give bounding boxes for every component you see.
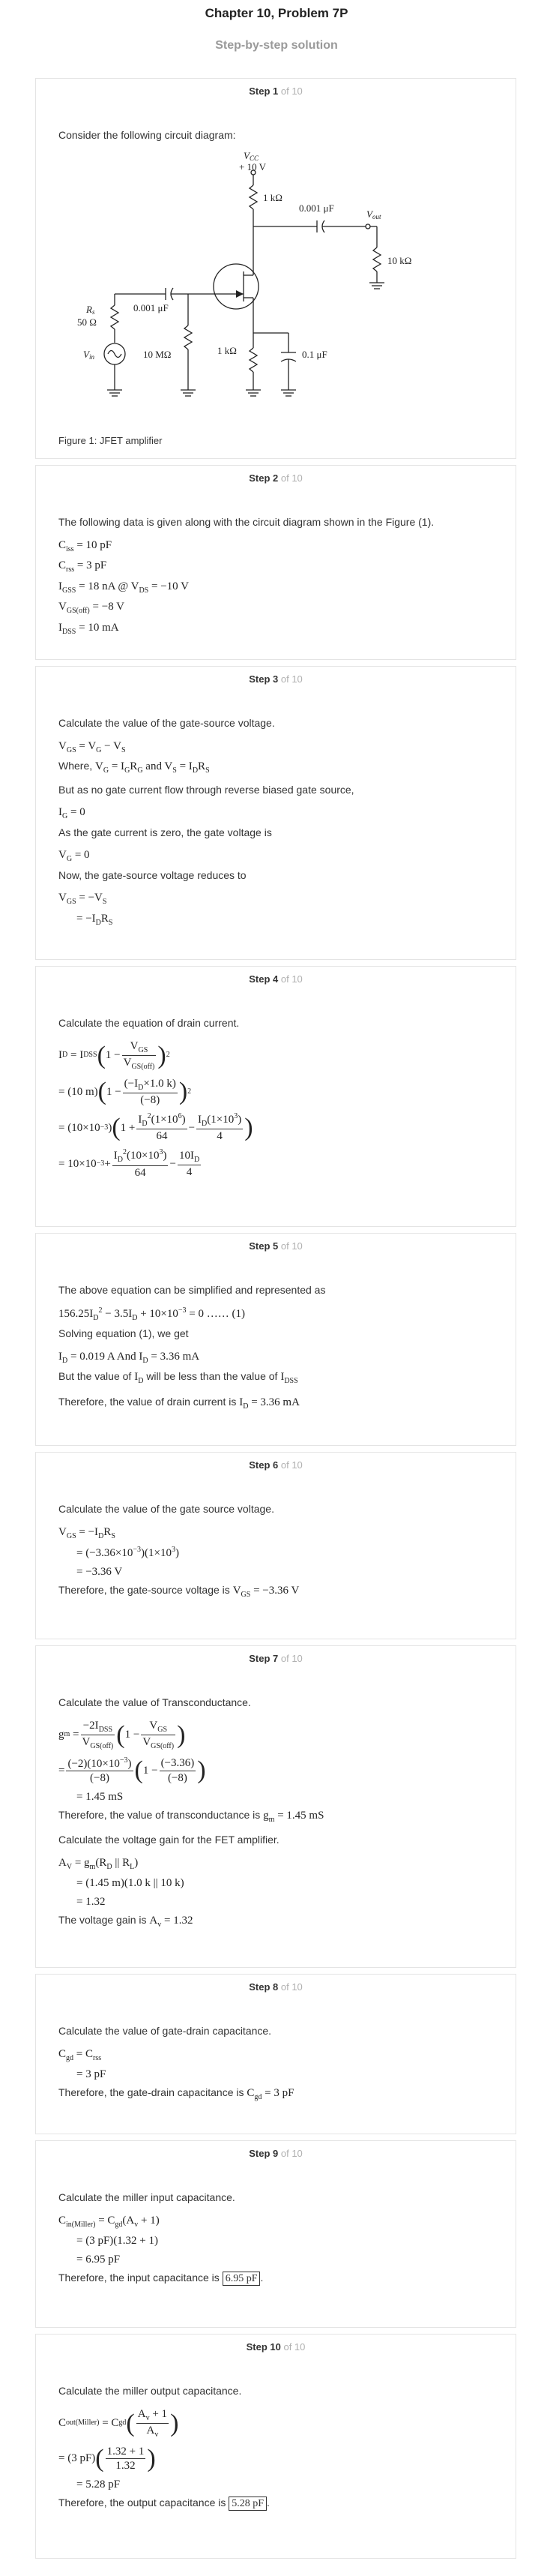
step-text: Therefore, the gate-source voltage is $V_{GS} = -3.36$ V bbox=[58, 1583, 300, 1599]
step-header: Step 3 of 10 bbox=[249, 673, 303, 685]
rl-value: 10 kΩ bbox=[387, 254, 412, 266]
step-header: Step 10 of 10 bbox=[246, 2341, 306, 2353]
jfet-amplifier-circuit-diagram bbox=[70, 151, 414, 429]
page-title: Chapter 10, Problem 7P bbox=[205, 6, 348, 20]
cs-value: 0.1 μF bbox=[302, 348, 327, 360]
equation: = $-I_DR_S$ bbox=[76, 912, 113, 927]
step-header: Step 5 of 10 bbox=[249, 1240, 303, 1252]
step-card-1 bbox=[35, 78, 516, 459]
equation: I D = I DSS ( 1 − $\frac{V_{GS}}{V_{GS(off)}}$ ) 2 bbox=[58, 1039, 170, 1071]
step-header: Step 6 of 10 bbox=[249, 1459, 303, 1471]
step-text: Calculate the value of the gate-source voltage. bbox=[58, 717, 275, 729]
step-text: Therefore, the value of transconductance is $g_m = 1.45$ mS bbox=[58, 1808, 324, 1824]
step-header: Step 4 of 10 bbox=[249, 973, 303, 985]
equation: = −3.36 V bbox=[76, 1565, 123, 1578]
step-header: Step 8 of 10 bbox=[249, 1981, 303, 1993]
rsrc-value: 1 kΩ bbox=[217, 344, 237, 356]
equation: g m = $\frac{-2I_{DSS}}{V_{GS(off)}}$ ( 1 − $\frac{V_{GS}}{V_{GS(off)}}$ ) bbox=[58, 1719, 186, 1750]
equation: $V_G = 0$ bbox=[58, 849, 90, 863]
step-text: The voltage gain is $A_v = 1.32$ bbox=[58, 1913, 193, 1929]
equation: $V_{GS} = -I_DR_S$ bbox=[58, 1525, 115, 1540]
step-text: Calculate the voltage gain for the FET amplifier. bbox=[58, 1834, 279, 1846]
equation: = 6.95 pF bbox=[76, 2253, 121, 2266]
step-card-8 bbox=[35, 1974, 516, 2134]
equation: = 1.32 bbox=[76, 1896, 106, 1908]
equation: $V_{GS} = -V_S$ bbox=[58, 892, 107, 906]
equation: = (3 pF) ( $\frac{1.32 + 1}{1.32}$ ) bbox=[58, 2444, 156, 2473]
step-card-5 bbox=[35, 1233, 516, 1446]
figure-caption: Figure 1: JFET amplifier bbox=[58, 434, 163, 446]
step-text: As the gate current is zero, the gate voltage is bbox=[58, 826, 272, 838]
given-value: $C_{rss} = 3$ pF bbox=[58, 559, 107, 574]
vin-label: Vin bbox=[83, 348, 94, 361]
given-value: $I_{GSS} = 18$ nA @ $V_{DS} = -10$ V bbox=[58, 580, 189, 595]
step-text: Calculate the value of gate-drain capacitance. bbox=[58, 2025, 272, 2037]
equation: = (10×10 −3 ) ( 1 + $\frac{I_D^2(1\times 10^6)}{64}$ − $\frac{I_D(1\times 10^3)}{4}$ ) bbox=[58, 1111, 253, 1143]
cin-value: 0.001 μF bbox=[133, 301, 169, 313]
step-text: Where, $V_G = I_GR_G$ and $V_S = I_DR_S$ bbox=[58, 760, 210, 775]
cout-value: 0.001 μF bbox=[299, 202, 334, 214]
step-card-9 bbox=[35, 2140, 516, 2328]
equation: $C_{in(Miller)} = C_{gd}(A_v + 1)$ bbox=[58, 2214, 160, 2229]
equation: = 10×10 −3 + $\frac{I_D^2(10\times 10^3)}{64}$ − $\frac{10I_D}{4}$ bbox=[58, 1148, 200, 1179]
step-text: Calculate the equation of drain current. bbox=[58, 1017, 240, 1029]
page-subtitle: Step-by-step solution bbox=[215, 39, 338, 52]
rd-value: 1 kΩ bbox=[263, 191, 282, 203]
step-text: Therefore, the input capacitance is 6.95 pF . bbox=[58, 2271, 264, 2284]
step-text: Now, the gate-source voltage reduces to bbox=[58, 868, 247, 881]
given-value: $I_{DSS} = 10$ mA bbox=[58, 621, 119, 636]
vcc-label: VCC bbox=[244, 151, 259, 162]
rg-value: 10 MΩ bbox=[143, 348, 172, 360]
step-text: Calculate the miller input capacitance. bbox=[58, 2191, 235, 2203]
equation: = $(-3.36\times 10^{-3})(1\times 10^3)$ bbox=[76, 1546, 179, 1559]
step-text: The above equation can be simplified and represented as bbox=[58, 1284, 326, 1296]
vcc-value: + 10 V bbox=[239, 160, 266, 172]
step-card-4 bbox=[35, 966, 516, 1227]
step-header: Step 7 of 10 bbox=[249, 1653, 303, 1664]
equation: = 3 pF bbox=[76, 2068, 106, 2080]
equation: $156.25I_D^2 - 3.5I_D + 10\times 10^{-3} = 0$ …… (1) bbox=[58, 1306, 245, 1322]
equation: = (3 pF)(1.32 + 1) bbox=[76, 2235, 158, 2247]
equation: = 5.28 pF bbox=[76, 2479, 121, 2491]
step-text: But the value of $I_D$ will be less than the value of $I_{DSS}$ bbox=[58, 1370, 298, 1385]
equation: = 1.45 mS bbox=[76, 1791, 124, 1803]
step-text: But as no gate current flow through reverse biased gate source, bbox=[58, 783, 354, 796]
step-text: Therefore, the gate-drain capacitance is $C_{gd} = 3$ pF bbox=[58, 2086, 294, 2101]
answer-box: 6.95 pF bbox=[223, 2272, 261, 2286]
step-intro: The following data is given along with the circuit diagram shown in the Figure (1). bbox=[58, 516, 435, 528]
equation: $V_{GS} = V_G - V_S$ bbox=[58, 739, 126, 754]
equation: $I_G = 0$ bbox=[58, 806, 85, 820]
step-text: Therefore, the value of drain current is $I_D = 3.36$ mA bbox=[58, 1395, 300, 1411]
step-text: Calculate the miller output capacitance. bbox=[58, 2385, 242, 2397]
equation: $I_D = 0.019$ A And $I_D = 3.36$ mA bbox=[58, 1350, 200, 1365]
step-intro: Consider the following circuit diagram: bbox=[58, 129, 236, 141]
step-header: Step 1 of 10 bbox=[249, 85, 303, 97]
equation: = (1.45 m)(1.0 k || 10 k) bbox=[76, 1877, 184, 1890]
vout-label: Vout bbox=[366, 208, 381, 220]
step-text: Solving equation (1), we get bbox=[58, 1327, 189, 1339]
step-text: Therefore, the output capacitance is 5.28 pF . bbox=[58, 2496, 270, 2509]
step-header: Step 2 of 10 bbox=[249, 472, 303, 484]
equation: $A_V = g_m(R_D$ || $R_L$) bbox=[58, 1856, 139, 1871]
given-value: $V_{GS(off)} = -8$ V bbox=[58, 601, 125, 615]
equation: = (10 m) ( 1 − $\frac{(-I_D\times 1.0 k)}{(-8)}$ ) 2 bbox=[58, 1077, 192, 1106]
given-value: $C_{iss} = 10$ pF bbox=[58, 538, 112, 553]
equation: $C_{gd} = C_{rss}$ bbox=[58, 2047, 102, 2062]
equation: C out(Miller) = C gd ( $\frac{A_v + 1}{A_v}$ ) bbox=[58, 2407, 179, 2439]
rs-value: 50 Ω bbox=[77, 316, 97, 328]
step-card-7 bbox=[35, 1645, 516, 1968]
step-card-10 bbox=[35, 2334, 516, 2559]
step-text: Calculate the value of Transconductance. bbox=[58, 1696, 251, 1708]
equation: = $\frac{(-2)(10\times 10^{-3})}{(-8)}$ ( 1 − $\frac{(-3.36)}{(-8)}$ ) bbox=[58, 1756, 206, 1785]
step-text: Calculate the value of the gate source voltage. bbox=[58, 1503, 274, 1515]
rs-label: Rs bbox=[86, 303, 95, 316]
step-card-6 bbox=[35, 1452, 516, 1639]
step-card-2 bbox=[35, 465, 516, 660]
step-header: Step 9 of 10 bbox=[249, 2148, 303, 2159]
step-card-3 bbox=[35, 666, 516, 960]
answer-box: 5.28 pF bbox=[229, 2497, 267, 2511]
